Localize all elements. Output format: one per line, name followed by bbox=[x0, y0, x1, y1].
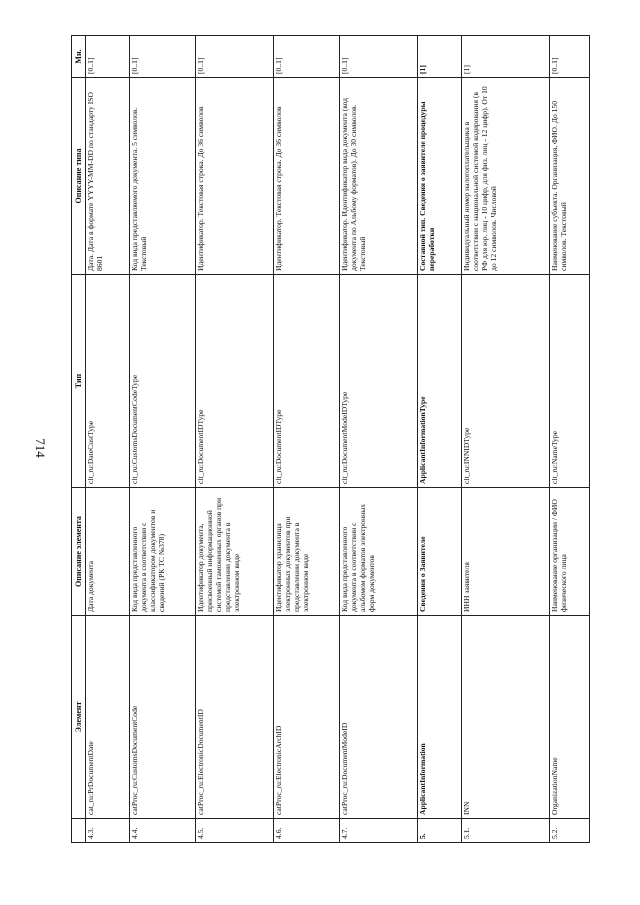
type-name: clt_ru:CustomsDocumentCodeType bbox=[130, 275, 196, 488]
type-description: Составной тип. Сведения о заявителе процедуры переработки bbox=[418, 78, 462, 275]
multiplicity: [0..1] bbox=[274, 36, 340, 78]
type-description: Идентификатор. Текстовая строка. До 36 символов bbox=[196, 78, 274, 275]
header-num bbox=[72, 819, 86, 843]
element-name: catProc_ru:DocumentModeID bbox=[340, 616, 418, 819]
element-name: ApplicantInformation bbox=[418, 616, 462, 819]
type-name: clt_ru:DocumentIDType bbox=[196, 275, 274, 488]
element-name: OrganizationName bbox=[550, 616, 590, 819]
multiplicity: [0..1] bbox=[196, 36, 274, 78]
table-header-row bbox=[72, 36, 86, 843]
element-name: cat_ru:PrDocumentDate bbox=[86, 616, 130, 819]
element-description: Код вида представленного документа в соответствии с альбомом форматов электронных форм документов bbox=[340, 488, 418, 616]
row-number: 4.5. bbox=[196, 819, 274, 843]
multiplicity: [0..1] bbox=[86, 36, 130, 78]
type-name: ApplicantInformationType bbox=[418, 275, 462, 488]
type-name: clt_ru:DateCustType bbox=[86, 275, 130, 488]
element-description: Наименование организации / ФИО физического лица bbox=[550, 488, 590, 616]
table-row bbox=[130, 36, 196, 843]
type-name: clt_ru:INNIDType bbox=[462, 275, 550, 488]
multiplicity: [1] bbox=[462, 36, 550, 78]
type-description: Индивидуальный номер налогоплательщика в соответствии с национальной системой кодирования (в РФ для юр. лиц - 10 цифр, для физ. лиц - 12 цифр). От 10 до 12 символов. Числовой bbox=[462, 78, 550, 275]
table-row bbox=[196, 36, 274, 843]
type-description: Дата. Дата в формате YYYY-MM-DD по стандарту ISO 8601 bbox=[86, 78, 130, 275]
page-number: 714 bbox=[32, 438, 48, 458]
table-row bbox=[340, 36, 418, 843]
header-type-description: Описание типа bbox=[72, 78, 86, 275]
row-number: 5.2. bbox=[550, 819, 590, 843]
type-name: clt_ru:NameType bbox=[550, 275, 590, 488]
header-element: Элемент bbox=[72, 616, 86, 819]
type-description: Идентификатор. Текстовая строка. До 36 символов bbox=[274, 78, 340, 275]
element-name: catProc_ru:CustomsDocumentCode bbox=[130, 616, 196, 819]
header-type: Тип bbox=[72, 275, 86, 488]
table-row bbox=[462, 36, 550, 843]
multiplicity: [0..1] bbox=[340, 36, 418, 78]
row-number: 4.3. bbox=[86, 819, 130, 843]
row-number: 4.6. bbox=[274, 819, 340, 843]
header-multiplicity: Мн. bbox=[72, 36, 86, 78]
multiplicity: [0..1] bbox=[550, 36, 590, 78]
element-description: Код вида представленного документа в соответствии с классификатором документов и сведений (РК ТС №378) bbox=[130, 488, 196, 616]
rotated-table-container bbox=[71, 36, 580, 843]
element-name: catProc_ru:ElectronicArchID bbox=[274, 616, 340, 819]
header-element-description: Описание элемента bbox=[72, 488, 86, 616]
row-number: 5.1. bbox=[462, 819, 550, 843]
table-row bbox=[550, 36, 590, 843]
element-description: Дата документа bbox=[86, 488, 130, 616]
element-name: catProc_ru:ElectronicDocumentID bbox=[196, 616, 274, 819]
table-row bbox=[274, 36, 340, 843]
table-body bbox=[86, 36, 590, 843]
type-name: clt_ru:DocumentIDType bbox=[274, 275, 340, 488]
row-number: 5. bbox=[418, 819, 462, 843]
element-description: Сведения о Заявителе bbox=[418, 488, 462, 616]
row-number: 4.7. bbox=[340, 819, 418, 843]
table-row bbox=[418, 36, 462, 843]
type-description: Идентификатор. Идентификатор вида документа (код документа по Альбому форматов). До 30 символов. Текстовый bbox=[340, 78, 418, 275]
multiplicity: [1] bbox=[418, 36, 462, 78]
elements-table bbox=[71, 35, 590, 843]
element-name: INN bbox=[462, 616, 550, 819]
type-name: clt_ru:DocumentModeIDType bbox=[340, 275, 418, 488]
element-description: ИНН заявителя bbox=[462, 488, 550, 616]
type-description: Код вида представляемого документа. 5 символов. Текстовый bbox=[130, 78, 196, 275]
element-description: Идентификатор документа, присвоенный информационной системой таможенных органов при представлении документа в электронном виде bbox=[196, 488, 274, 616]
row-number: 4.4. bbox=[130, 819, 196, 843]
table-row bbox=[86, 36, 130, 843]
element-description: Идентификатор хранилища электронных документов при представлении документа в электронном виде bbox=[274, 488, 340, 616]
type-description: Наименование субъекта. Организация, ФИО. До 150 символов. Текстовый bbox=[550, 78, 590, 275]
multiplicity: [0..1] bbox=[130, 36, 196, 78]
